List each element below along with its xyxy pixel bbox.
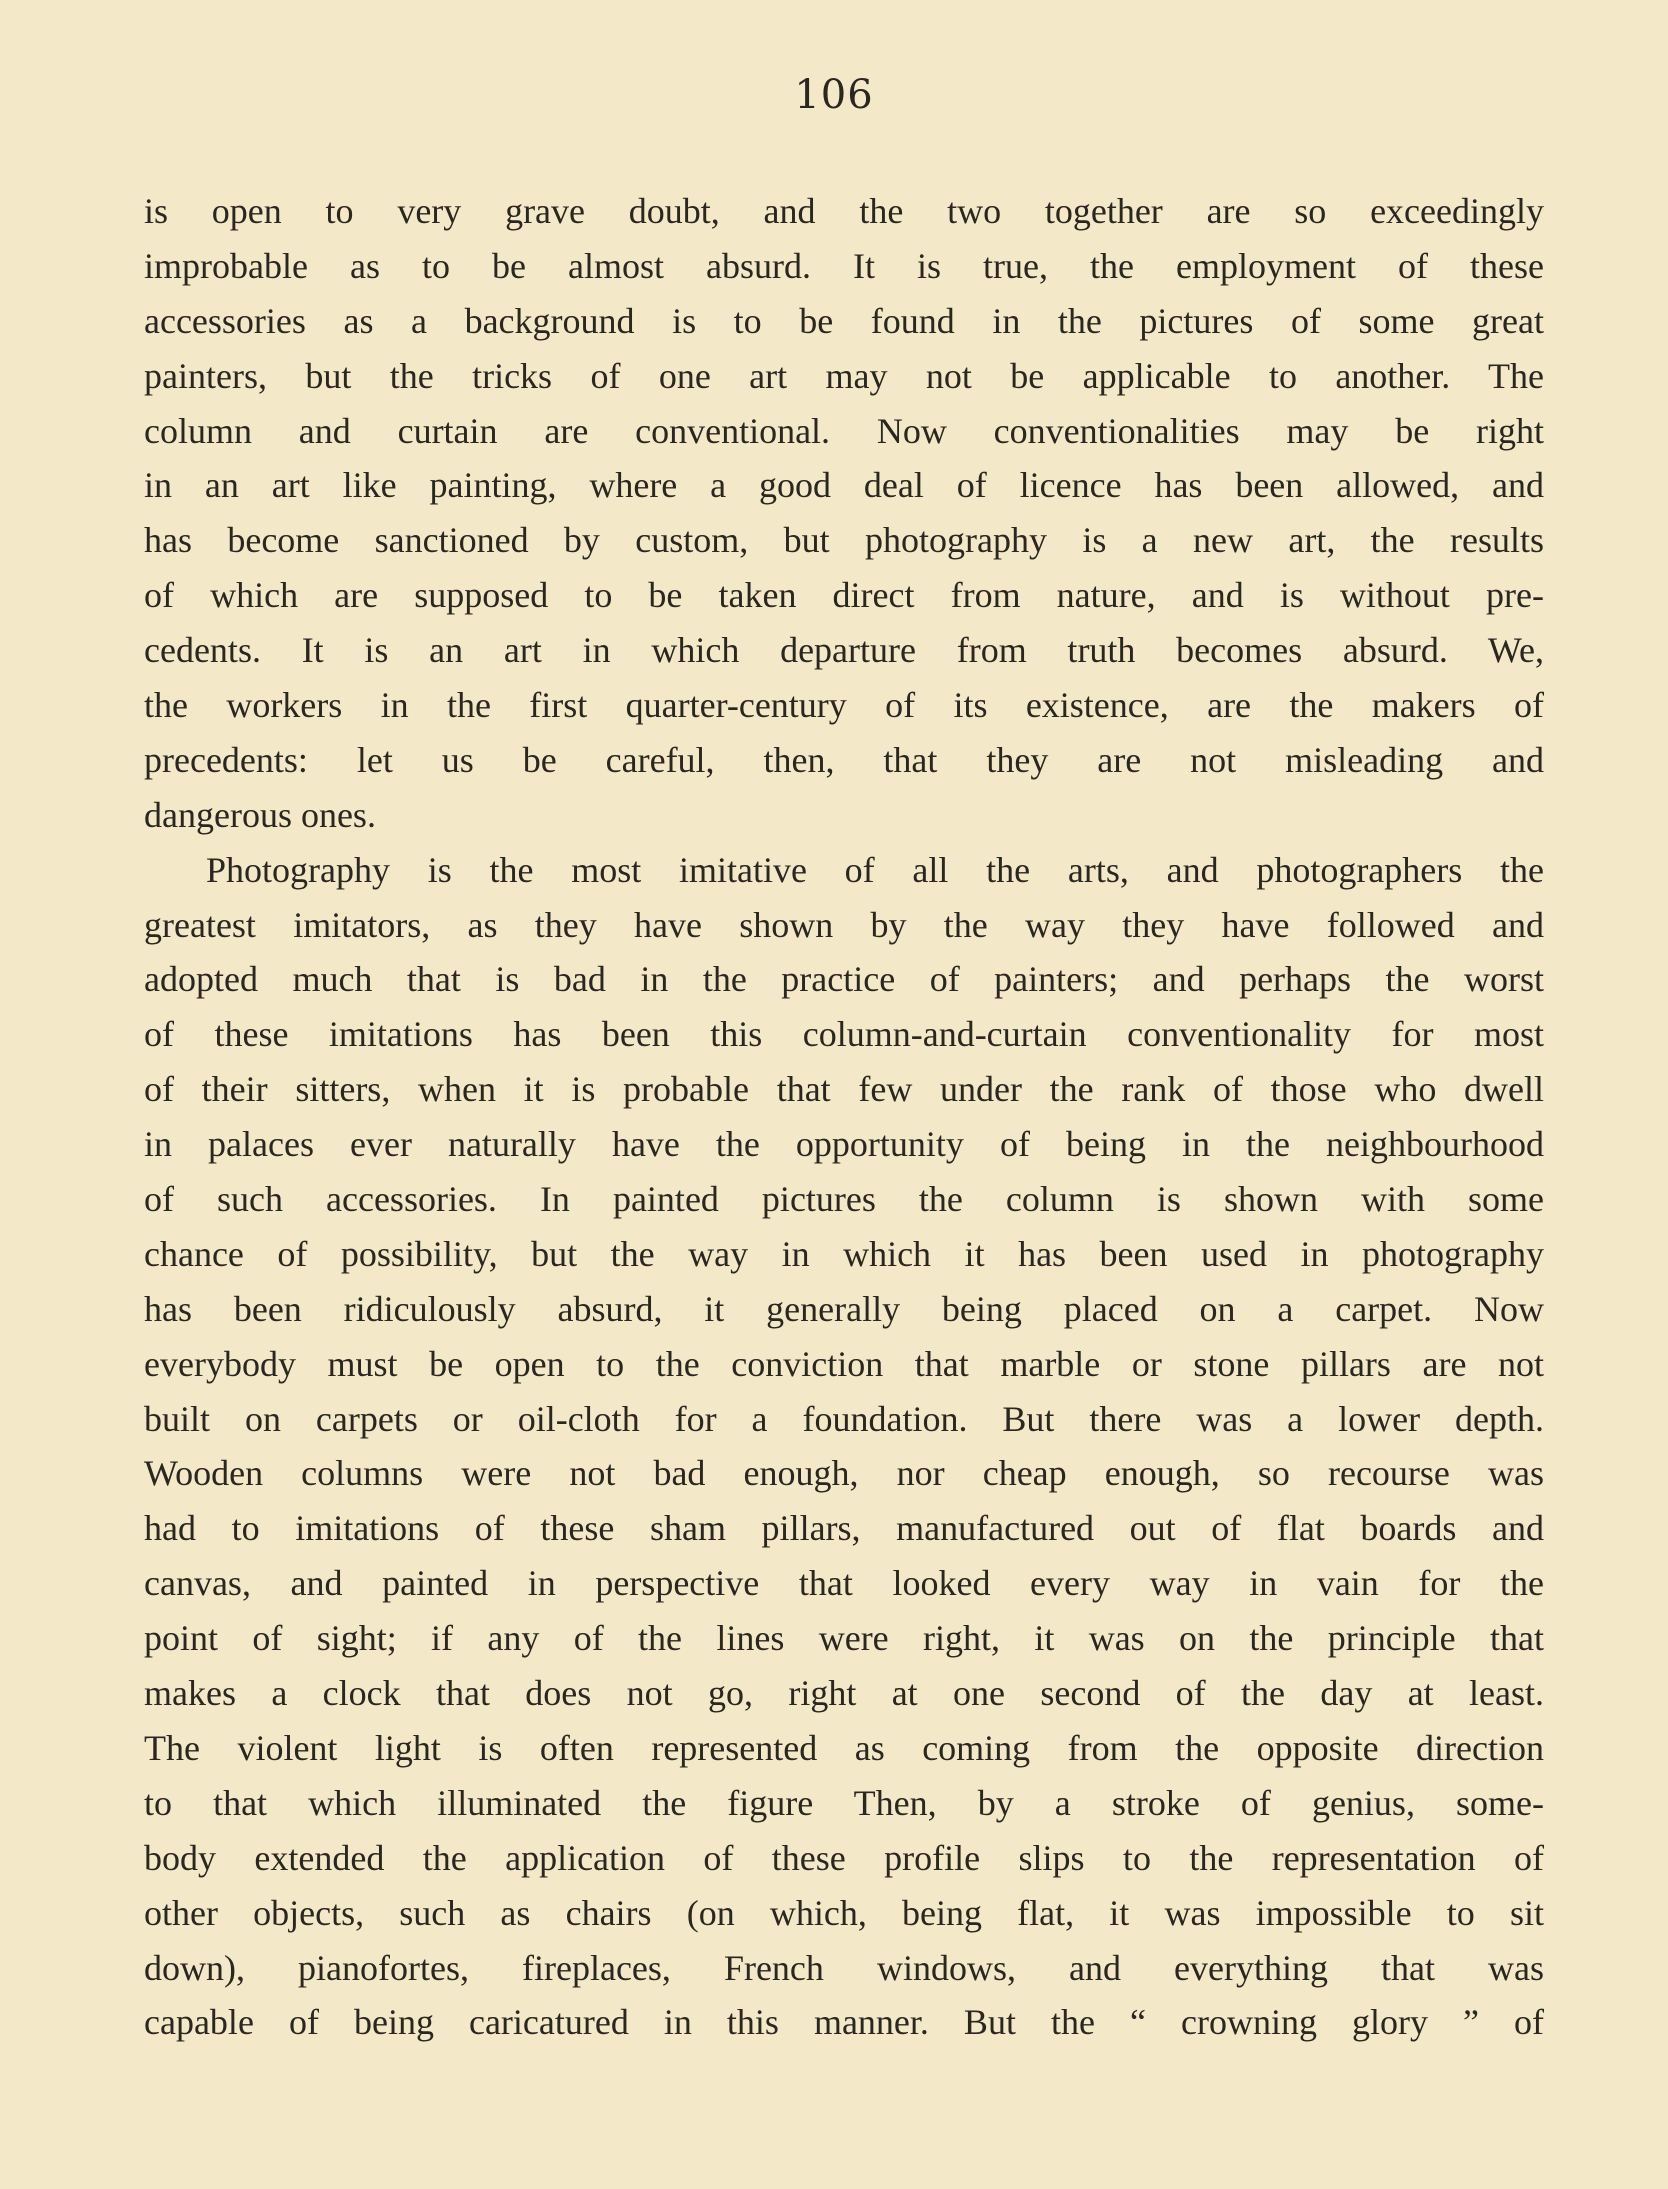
text-line: canvas, and painted in perspective that looked every way in vain for the <box>144 1563 1544 1604</box>
text-line: dangerous ones. <box>144 794 376 835</box>
text-line: has been ridiculously absurd, it generally being placed on a carpet. Now <box>144 1288 1544 1329</box>
text-line: body extended the application of these profile slips to the representation of <box>144 1837 1544 1878</box>
text-line: everybody must be open to the conviction that marble or stone pillars are not <box>144 1343 1544 1384</box>
text-line: makes a clock that does not go, right at one second of the day at least. <box>144 1673 1544 1714</box>
text-line: had to imitations of these sham pillars, manufactured out of flat boards and <box>144 1508 1544 1549</box>
paragraph-2 <box>144 843 1544 2051</box>
text-line: painters, but the tricks of one art may not be applicable to another. The <box>144 355 1544 396</box>
text-line: point of sight; if any of the lines were right, it was on the principle that <box>144 1618 1544 1659</box>
paragraph-1 <box>144 184 1544 843</box>
text-line: The violent light is often represented as coming from the opposite direction <box>144 1727 1544 1768</box>
page-number: 106 <box>794 72 874 118</box>
text-line: accessories as a background is to be found in the pictures of some great <box>144 300 1544 341</box>
text-line: of these imitations has been this column-and-curtain conventionality for most <box>144 1014 1544 1055</box>
text-line: in palaces ever naturally have the opportunity of being in the neighbourhood <box>144 1124 1544 1165</box>
text-line: column and curtain are conventional. Now conventionalities may be right <box>144 410 1544 451</box>
text-line: capable of being caricatured in this manner. But the “ crowning glory ” of <box>144 2002 1544 2043</box>
text-line: Photography is the most imitative of all the arts, and photographers the <box>206 849 1544 890</box>
text-line: is open to very grave doubt, and the two together are so exceedingly <box>144 191 1544 231</box>
text-line: cedents. It is an art in which departure from truth becomes absurd. We, <box>144 630 1544 671</box>
text-line: to that which illuminated the figure Then, by a stroke of genius, some- <box>144 1782 1544 1823</box>
text-line: chance of possibility, but the way in which it has been used in photography <box>144 1233 1544 1274</box>
text-line: improbable as to be almost absurd. It is true, the employment of these <box>144 245 1544 286</box>
body-text <box>144 184 1544 2050</box>
text-line: other objects, such as chairs (on which, being flat, it was impossible to sit <box>144 1892 1544 1933</box>
text-line: built on carpets or oil-cloth for a foundation. But there was a lower depth. <box>144 1398 1544 1439</box>
text-line: down), pianofortes, fireplaces, French windows, and everything that was <box>144 1947 1544 1988</box>
text-line: Wooden columns were not bad enough, nor cheap enough, so recourse was <box>144 1453 1544 1494</box>
text-line: of their sitters, when it is probable that few under the rank of those who dwell <box>144 1069 1544 1110</box>
text-line: of which are supposed to be taken direct from nature, and is without pre- <box>144 575 1544 616</box>
text-line: of such accessories. In painted pictures the column is shown with some <box>144 1179 1544 1220</box>
text-line: adopted much that is bad in the practice of painters; and perhaps the worst <box>144 959 1544 1000</box>
text-line: in an art like painting, where a good deal of licence has been allowed, and <box>144 465 1544 506</box>
text-line: greatest imitators, as they have shown by the way they have followed and <box>144 904 1544 945</box>
text-line: the workers in the first quarter-century of its existence, are the makers of <box>144 685 1544 726</box>
text-line: has become sanctioned by custom, but photography is a new art, the results <box>144 520 1544 561</box>
text-line: precedents: let us be careful, then, that they are not misleading and <box>144 739 1544 780</box>
